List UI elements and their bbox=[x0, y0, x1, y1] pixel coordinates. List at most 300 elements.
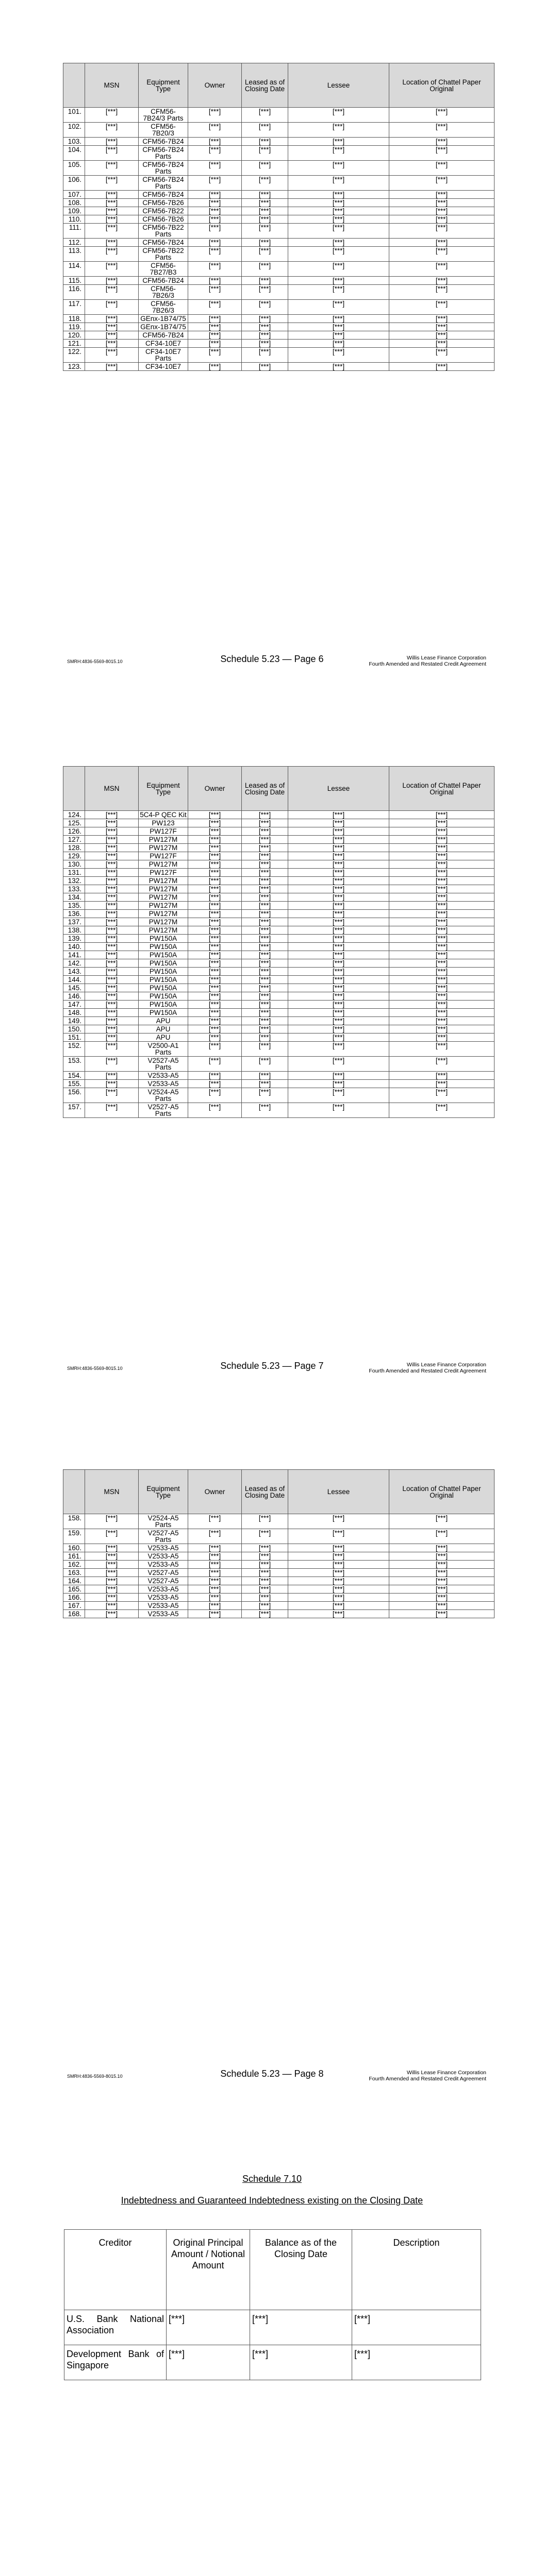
msn-cell: [***] bbox=[85, 315, 139, 323]
lessee-cell: [***] bbox=[288, 1544, 389, 1552]
schedule-523-page-6 bbox=[0, 0, 544, 703]
leased-cell: [***] bbox=[242, 935, 288, 943]
table-row bbox=[63, 902, 494, 910]
equipment-type-cell: GEnx-1B74/75 bbox=[139, 323, 188, 331]
original-amount-cell: [***] bbox=[167, 2310, 250, 2345]
description-cell: [***] bbox=[352, 2345, 481, 2380]
row-number-cell: 133. bbox=[63, 885, 85, 893]
msn-cell: [***] bbox=[85, 951, 139, 959]
location-cell: [***] bbox=[389, 1585, 494, 1594]
row-number-cell: 152. bbox=[63, 1042, 85, 1057]
owner-cell: [***] bbox=[188, 1585, 242, 1594]
msn-cell: [***] bbox=[85, 984, 139, 992]
equipment-type-cell: 5C4-P QEC Kit bbox=[139, 811, 188, 819]
lessee-cell: [***] bbox=[288, 1088, 389, 1103]
col-header-balance: Balance as of the Closing Date bbox=[250, 2230, 352, 2310]
leased-cell: [***] bbox=[242, 992, 288, 1001]
msn-cell: [***] bbox=[85, 1544, 139, 1552]
col-header-creditor: Creditor bbox=[64, 2230, 167, 2310]
col-header-description: Description bbox=[352, 2230, 481, 2310]
equipment-type-cell: PW127M bbox=[139, 860, 188, 869]
lessee-cell: [***] bbox=[288, 1514, 389, 1529]
owner-cell: [***] bbox=[188, 161, 242, 176]
table-row bbox=[63, 836, 494, 844]
page-number: Schedule 5.23 — Page 8 bbox=[220, 2069, 324, 2079]
msn-cell: [***] bbox=[85, 1033, 139, 1042]
row-number-cell: 165. bbox=[63, 1585, 85, 1594]
owner-cell: [***] bbox=[188, 146, 242, 161]
location-cell: [***] bbox=[389, 277, 494, 285]
msn-cell: [***] bbox=[85, 918, 139, 926]
table-row bbox=[63, 1585, 494, 1594]
location-cell: [***] bbox=[389, 1042, 494, 1057]
row-number-cell: 122. bbox=[63, 348, 85, 363]
equipment-type-cell: PW127M bbox=[139, 910, 188, 918]
equipment-type-cell: PW150A bbox=[139, 1001, 188, 1009]
row-number-cell: 164. bbox=[63, 1577, 85, 1585]
equipment-type-cell: V2533-A5 bbox=[139, 1072, 188, 1080]
lessee-cell: [***] bbox=[288, 852, 389, 860]
location-cell: [***] bbox=[389, 340, 494, 348]
lessee-cell: [***] bbox=[288, 1057, 389, 1072]
msn-cell: [***] bbox=[85, 1057, 139, 1072]
location-cell: [***] bbox=[389, 1544, 494, 1552]
lessee-cell: [***] bbox=[288, 1552, 389, 1561]
row-number-cell: 155. bbox=[63, 1080, 85, 1088]
msn-cell: [***] bbox=[85, 199, 139, 207]
owner-cell: [***] bbox=[188, 1009, 242, 1017]
location-cell: [***] bbox=[389, 1514, 494, 1529]
lessee-cell: [***] bbox=[288, 1042, 389, 1057]
lessee-cell: [***] bbox=[288, 331, 389, 340]
leased-cell: [***] bbox=[242, 959, 288, 968]
table-row bbox=[63, 992, 494, 1001]
location-cell: [***] bbox=[389, 146, 494, 161]
leased-cell: [***] bbox=[242, 1514, 288, 1529]
leased-cell: [***] bbox=[242, 146, 288, 161]
location-cell: [***] bbox=[389, 943, 494, 951]
msn-cell: [***] bbox=[85, 340, 139, 348]
col-header-number bbox=[63, 1470, 85, 1514]
equipment-type-cell: V2527-A5 bbox=[139, 1569, 188, 1577]
msn-cell: [***] bbox=[85, 968, 139, 976]
table-header-row bbox=[63, 767, 494, 811]
table-row bbox=[63, 1594, 494, 1602]
row-number-cell: 110. bbox=[63, 215, 85, 224]
msn-cell: [***] bbox=[85, 1001, 139, 1009]
row-number-cell: 143. bbox=[63, 968, 85, 976]
table-row bbox=[63, 277, 494, 285]
equipment-type-cell: V2533-A5 bbox=[139, 1561, 188, 1569]
msn-cell: [***] bbox=[85, 1561, 139, 1569]
creditor-cell: Development Bank of Singapore bbox=[64, 2345, 167, 2380]
col-header-owner: Owner bbox=[188, 767, 242, 811]
msn-cell: [***] bbox=[85, 976, 139, 984]
location-cell: [***] bbox=[389, 1080, 494, 1088]
lessee-cell: [***] bbox=[288, 315, 389, 323]
agreement-name: Fourth Amended and Restated Credit Agreement bbox=[369, 1368, 486, 1374]
row-number-cell: 138. bbox=[63, 926, 85, 935]
company-name: Willis Lease Finance Corporation bbox=[406, 1362, 486, 1368]
lessee-cell: [***] bbox=[288, 869, 389, 877]
table-row bbox=[63, 819, 494, 827]
msn-cell: [***] bbox=[85, 893, 139, 902]
row-number-cell: 104. bbox=[63, 146, 85, 161]
leased-cell: [***] bbox=[242, 176, 288, 191]
table-row bbox=[63, 323, 494, 331]
company-name: Willis Lease Finance Corporation bbox=[406, 2070, 486, 2076]
location-cell: [***] bbox=[389, 976, 494, 984]
lessee-cell: [***] bbox=[288, 340, 389, 348]
owner-cell: [***] bbox=[188, 1088, 242, 1103]
owner-cell: [***] bbox=[188, 1080, 242, 1088]
equipment-type-cell: PW127F bbox=[139, 869, 188, 877]
lessee-cell: [***] bbox=[288, 323, 389, 331]
equipment-type-cell: V2500-A1 Parts bbox=[139, 1042, 188, 1057]
lessee-cell: [***] bbox=[288, 262, 389, 277]
doc-id: SMRH:4836-5569-8015.10 bbox=[67, 659, 123, 664]
equipment-type-cell: V2524-A5 Parts bbox=[139, 1514, 188, 1529]
table-row bbox=[63, 224, 494, 239]
equipment-type-cell: PW127M bbox=[139, 844, 188, 852]
owner-cell: [***] bbox=[188, 959, 242, 968]
row-number-cell: 127. bbox=[63, 836, 85, 844]
lessee-cell: [***] bbox=[288, 247, 389, 262]
location-cell: [***] bbox=[389, 918, 494, 926]
row-number-cell: 101. bbox=[63, 108, 85, 123]
row-number-cell: 120. bbox=[63, 331, 85, 340]
msn-cell: [***] bbox=[85, 348, 139, 363]
location-cell: [***] bbox=[389, 926, 494, 935]
equipment-type-cell: PW150A bbox=[139, 959, 188, 968]
equipment-type-cell: CFM56-7B20/3 bbox=[139, 123, 188, 138]
location-cell: [***] bbox=[389, 315, 494, 323]
leased-cell: [***] bbox=[242, 1057, 288, 1072]
location-cell: [***] bbox=[389, 869, 494, 877]
owner-cell: [***] bbox=[188, 1610, 242, 1618]
owner-cell: [***] bbox=[188, 138, 242, 146]
row-number-cell: 148. bbox=[63, 1009, 85, 1017]
owner-cell: [***] bbox=[188, 207, 242, 215]
row-number-cell: 154. bbox=[63, 1072, 85, 1080]
owner-cell: [***] bbox=[188, 285, 242, 300]
equipment-type-cell: PW127M bbox=[139, 902, 188, 910]
equipment-type-cell: PW127M bbox=[139, 893, 188, 902]
owner-cell: [***] bbox=[188, 918, 242, 926]
table-row bbox=[63, 910, 494, 918]
owner-cell: [***] bbox=[188, 123, 242, 138]
lessee-cell: [***] bbox=[288, 1001, 389, 1009]
location-cell: [***] bbox=[389, 262, 494, 277]
lessee-cell: [***] bbox=[288, 239, 389, 247]
equipment-type-cell: CFM56-7B24 bbox=[139, 331, 188, 340]
row-number-cell: 117. bbox=[63, 300, 85, 315]
lessee-cell: [***] bbox=[288, 926, 389, 935]
location-cell: [***] bbox=[389, 811, 494, 819]
lessee-cell: [***] bbox=[288, 951, 389, 959]
location-cell: [***] bbox=[389, 323, 494, 331]
location-cell: [***] bbox=[389, 819, 494, 827]
lessee-cell: [***] bbox=[288, 935, 389, 943]
msn-cell: [***] bbox=[85, 910, 139, 918]
owner-cell: [***] bbox=[188, 1569, 242, 1577]
col-header-equipment-type: Equipment Type bbox=[139, 63, 188, 108]
col-header-original-amount: Original Principal Amount / Notional Amount bbox=[167, 2230, 250, 2310]
table-row bbox=[63, 935, 494, 943]
equipment-type-cell: APU bbox=[139, 1017, 188, 1025]
location-cell: [***] bbox=[389, 1025, 494, 1033]
leased-cell: [***] bbox=[242, 300, 288, 315]
equipment-type-cell: CFM56-7B24 bbox=[139, 191, 188, 199]
msn-cell: [***] bbox=[85, 836, 139, 844]
owner-cell: [***] bbox=[188, 877, 242, 885]
leased-cell: [***] bbox=[242, 1594, 288, 1602]
leased-cell: [***] bbox=[242, 1025, 288, 1033]
location-cell: [***] bbox=[389, 161, 494, 176]
msn-cell: [***] bbox=[85, 247, 139, 262]
location-cell: [***] bbox=[389, 1552, 494, 1561]
owner-cell: [***] bbox=[188, 860, 242, 869]
location-cell: [***] bbox=[389, 108, 494, 123]
msn-cell: [***] bbox=[85, 1585, 139, 1594]
msn-cell: [***] bbox=[85, 877, 139, 885]
row-number-cell: 140. bbox=[63, 943, 85, 951]
owner-cell: [***] bbox=[188, 811, 242, 819]
col-header-lessee: Lessee bbox=[288, 1470, 389, 1514]
owner-cell: [***] bbox=[188, 199, 242, 207]
equipment-type-cell: PW150A bbox=[139, 1009, 188, 1017]
table-row bbox=[63, 1033, 494, 1042]
leased-cell: [***] bbox=[242, 199, 288, 207]
agreement-name: Fourth Amended and Restated Credit Agreement bbox=[369, 661, 486, 667]
leased-cell: [***] bbox=[242, 1017, 288, 1025]
owner-cell: [***] bbox=[188, 1594, 242, 1602]
table-row bbox=[63, 1017, 494, 1025]
owner-cell: [***] bbox=[188, 277, 242, 285]
table-row bbox=[63, 1552, 494, 1561]
row-number-cell: 116. bbox=[63, 285, 85, 300]
equipment-type-cell: CF34-10E7 Parts bbox=[139, 348, 188, 363]
lessee-cell: [***] bbox=[288, 1610, 389, 1618]
equipment-type-cell: CFM56-7B22 bbox=[139, 207, 188, 215]
equipment-type-cell: APU bbox=[139, 1025, 188, 1033]
row-number-cell: 131. bbox=[63, 869, 85, 877]
leased-cell: [***] bbox=[242, 262, 288, 277]
lessee-cell: [***] bbox=[288, 363, 389, 371]
location-cell: [***] bbox=[389, 1602, 494, 1610]
location-cell: [***] bbox=[389, 1017, 494, 1025]
lessee-cell: [***] bbox=[288, 910, 389, 918]
table-row bbox=[63, 1602, 494, 1610]
table-row bbox=[63, 943, 494, 951]
owner-cell: [***] bbox=[188, 951, 242, 959]
location-cell: [***] bbox=[389, 138, 494, 146]
leased-cell: [***] bbox=[242, 348, 288, 363]
location-cell: [***] bbox=[389, 1561, 494, 1569]
owner-cell: [***] bbox=[188, 844, 242, 852]
col-header-equipment-type: Equipment Type bbox=[139, 767, 188, 811]
row-number-cell: 147. bbox=[63, 1001, 85, 1009]
lessee-cell: [***] bbox=[288, 123, 389, 138]
equipment-type-cell: CFM56-7B26/3 bbox=[139, 300, 188, 315]
location-cell: [***] bbox=[389, 123, 494, 138]
location-cell: [***] bbox=[389, 935, 494, 943]
msn-cell: [***] bbox=[85, 827, 139, 836]
row-number-cell: 139. bbox=[63, 935, 85, 943]
equipment-type-cell: CFM56-7B24 Parts bbox=[139, 176, 188, 191]
leased-cell: [***] bbox=[242, 1042, 288, 1057]
table-row bbox=[63, 951, 494, 959]
leased-cell: [***] bbox=[242, 123, 288, 138]
company-footer bbox=[369, 2070, 486, 2082]
equipment-type-cell: CFM56-7B27/B3 bbox=[139, 262, 188, 277]
leased-cell: [***] bbox=[242, 207, 288, 215]
msn-cell: [***] bbox=[85, 844, 139, 852]
equipment-type-cell: V2524-A5 Parts bbox=[139, 1088, 188, 1103]
lessee-cell: [***] bbox=[288, 146, 389, 161]
owner-cell: [***] bbox=[188, 215, 242, 224]
location-cell: [***] bbox=[389, 1610, 494, 1618]
owner-cell: [***] bbox=[188, 315, 242, 323]
owner-cell: [***] bbox=[188, 984, 242, 992]
msn-cell: [***] bbox=[85, 239, 139, 247]
table-row bbox=[63, 207, 494, 215]
lessee-cell: [***] bbox=[288, 1033, 389, 1042]
owner-cell: [***] bbox=[188, 1544, 242, 1552]
col-header-lessee: Lessee bbox=[288, 767, 389, 811]
equipment-type-cell: PW150A bbox=[139, 943, 188, 951]
row-number-cell: 167. bbox=[63, 1602, 85, 1610]
lessee-cell: [***] bbox=[288, 215, 389, 224]
leased-cell: [***] bbox=[242, 976, 288, 984]
msn-cell: [***] bbox=[85, 811, 139, 819]
owner-cell: [***] bbox=[188, 1103, 242, 1118]
col-header-leased: Leased as of Closing Date bbox=[242, 767, 288, 811]
owner-cell: [***] bbox=[188, 943, 242, 951]
table-row bbox=[64, 2345, 481, 2380]
lessee-cell: [***] bbox=[288, 199, 389, 207]
table-row bbox=[63, 1529, 494, 1544]
col-header-location: Location of Chattel Paper Original bbox=[389, 767, 494, 811]
table-row bbox=[63, 285, 494, 300]
msn-cell: [***] bbox=[85, 146, 139, 161]
row-number-cell: 119. bbox=[63, 323, 85, 331]
row-number-cell: 124. bbox=[63, 811, 85, 819]
leased-cell: [***] bbox=[242, 1552, 288, 1561]
location-cell: [***] bbox=[389, 877, 494, 885]
owner-cell: [***] bbox=[188, 191, 242, 199]
equipment-type-cell: V2533-A5 bbox=[139, 1610, 188, 1618]
equipment-type-cell: PW150A bbox=[139, 984, 188, 992]
row-number-cell: 151. bbox=[63, 1033, 85, 1042]
lessee-cell: [***] bbox=[288, 959, 389, 968]
col-header-location: Location of Chattel Paper Original bbox=[389, 63, 494, 108]
row-number-cell: 130. bbox=[63, 860, 85, 869]
equipment-type-cell: CFM56-7B24 Parts bbox=[139, 161, 188, 176]
leased-cell: [***] bbox=[242, 1033, 288, 1042]
table-row bbox=[63, 885, 494, 893]
table-row bbox=[63, 123, 494, 138]
leased-cell: [***] bbox=[242, 1569, 288, 1577]
msn-cell: [***] bbox=[85, 860, 139, 869]
leased-cell: [***] bbox=[242, 926, 288, 935]
equipment-type-cell: CFM56-7B24/3 Parts bbox=[139, 108, 188, 123]
location-cell: [***] bbox=[389, 951, 494, 959]
owner-cell: [***] bbox=[188, 869, 242, 877]
location-cell: [***] bbox=[389, 300, 494, 315]
row-number-cell: 145. bbox=[63, 984, 85, 992]
msn-cell: [***] bbox=[85, 1072, 139, 1080]
msn-cell: [***] bbox=[85, 215, 139, 224]
equipment-type-cell: CF34-10E7 bbox=[139, 363, 188, 371]
location-cell: [***] bbox=[389, 1033, 494, 1042]
col-header-msn: MSN bbox=[85, 1470, 139, 1514]
owner-cell: [***] bbox=[188, 885, 242, 893]
table-row bbox=[63, 247, 494, 262]
equipment-type-cell: PW150A bbox=[139, 976, 188, 984]
msn-cell: [***] bbox=[85, 285, 139, 300]
row-number-cell: 128. bbox=[63, 844, 85, 852]
leased-cell: [***] bbox=[242, 277, 288, 285]
table-row bbox=[63, 1103, 494, 1118]
table-header-row bbox=[64, 2230, 481, 2310]
leased-cell: [***] bbox=[242, 910, 288, 918]
lessee-cell: [***] bbox=[288, 918, 389, 926]
lessee-cell: [***] bbox=[288, 968, 389, 976]
agreement-name: Fourth Amended and Restated Credit Agreement bbox=[369, 2076, 486, 2082]
leased-cell: [***] bbox=[242, 1602, 288, 1610]
equipment-type-cell: CFM56-7B26 bbox=[139, 215, 188, 224]
leased-cell: [***] bbox=[242, 869, 288, 877]
table-row bbox=[63, 1042, 494, 1057]
msn-cell: [***] bbox=[85, 1042, 139, 1057]
row-number-cell: 123. bbox=[63, 363, 85, 371]
owner-cell: [***] bbox=[188, 247, 242, 262]
lessee-cell: [***] bbox=[288, 827, 389, 836]
table-row bbox=[63, 827, 494, 836]
equipment-type-cell: PW150A bbox=[139, 968, 188, 976]
equipment-type-cell: V2533-A5 bbox=[139, 1585, 188, 1594]
location-cell: [***] bbox=[389, 224, 494, 239]
leased-cell: [***] bbox=[242, 1561, 288, 1569]
msn-cell: [***] bbox=[85, 191, 139, 199]
equipment-type-cell: CFM56-7B26/3 bbox=[139, 285, 188, 300]
row-number-cell: 118. bbox=[63, 315, 85, 323]
table-row bbox=[63, 176, 494, 191]
page-number: Schedule 5.23 — Page 6 bbox=[220, 654, 324, 664]
row-number-cell: 153. bbox=[63, 1057, 85, 1072]
leased-cell: [***] bbox=[242, 191, 288, 199]
table-row bbox=[64, 2310, 481, 2345]
equipment-type-cell: PW127F bbox=[139, 852, 188, 860]
table-row bbox=[63, 146, 494, 161]
msn-cell: [***] bbox=[85, 277, 139, 285]
table-row bbox=[63, 844, 494, 852]
msn-cell: [***] bbox=[85, 1009, 139, 1017]
equipment-type-cell: V2533-A5 bbox=[139, 1544, 188, 1552]
row-number-cell: 126. bbox=[63, 827, 85, 836]
col-header-lessee: Lessee bbox=[288, 63, 389, 108]
leased-cell: [***] bbox=[242, 1088, 288, 1103]
row-number-cell: 150. bbox=[63, 1025, 85, 1033]
lessee-cell: [***] bbox=[288, 138, 389, 146]
owner-cell: [***] bbox=[188, 239, 242, 247]
owner-cell: [***] bbox=[188, 819, 242, 827]
balance-cell: [***] bbox=[250, 2310, 352, 2345]
equipment-type-cell: CFM56-7B26 bbox=[139, 199, 188, 207]
row-number-cell: 137. bbox=[63, 918, 85, 926]
row-number-cell: 156. bbox=[63, 1088, 85, 1103]
